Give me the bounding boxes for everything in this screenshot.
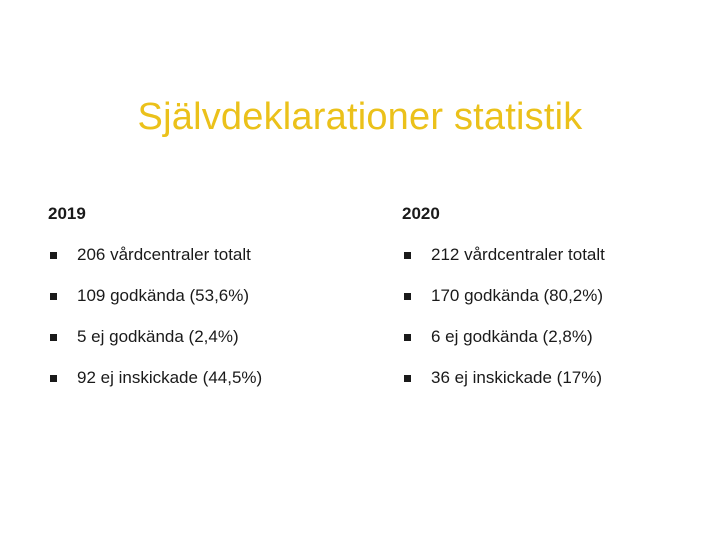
- list-item-text: 206 vårdcentraler totalt: [77, 245, 251, 264]
- list-item: [402, 286, 712, 306]
- list-item-text: 109 godkända (53,6%): [77, 286, 250, 305]
- square-bullet-icon: [50, 375, 57, 382]
- square-bullet-icon: [404, 334, 411, 341]
- bullet-list-2020: [402, 245, 712, 388]
- column-heading-2019: 2019: [48, 204, 86, 223]
- list-item-text: 5 ej godkända (2,4%): [77, 327, 239, 346]
- square-bullet-icon: [404, 293, 411, 300]
- column-heading-2020: 2020: [402, 204, 440, 223]
- list-item: [48, 245, 358, 265]
- square-bullet-icon: [50, 334, 57, 341]
- list-item-text: 92 ej inskickade (44,5%): [77, 368, 263, 387]
- list-item: [402, 327, 712, 347]
- square-bullet-icon: [50, 293, 57, 300]
- list-item-text: 212 vårdcentraler totalt: [431, 245, 605, 264]
- list-item: [402, 245, 712, 265]
- list-item-text: 170 godkända (80,2%): [431, 286, 604, 305]
- square-bullet-icon: [50, 252, 57, 259]
- square-bullet-icon: [404, 252, 411, 259]
- list-item: [48, 286, 358, 306]
- list-item-text: 6 ej godkända (2,8%): [431, 327, 593, 346]
- column-2020: [402, 204, 712, 409]
- list-item: [48, 368, 358, 388]
- list-item: [48, 327, 358, 347]
- bullet-list-2019: [48, 245, 358, 388]
- slide-title: Självdeklarationer statistik: [137, 96, 583, 138]
- list-item-text: 36 ej inskickade (17%): [431, 368, 603, 387]
- square-bullet-icon: [404, 375, 411, 382]
- column-2019: [48, 204, 358, 409]
- list-item: [402, 368, 712, 388]
